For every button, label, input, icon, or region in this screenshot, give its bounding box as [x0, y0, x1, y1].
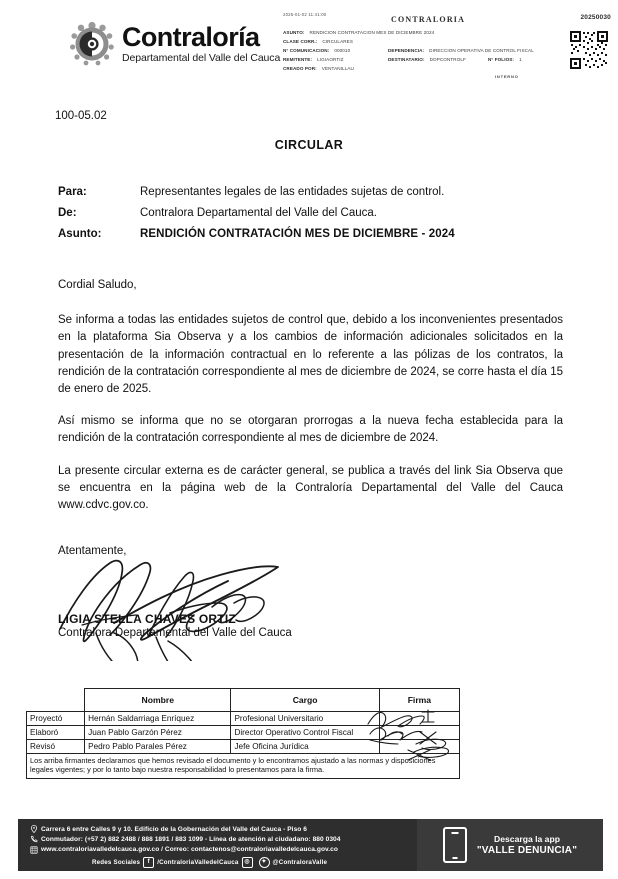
stamp-field-asunto-key: ASUNTO:	[283, 30, 305, 35]
stamp-field-clase-key: CLASE CORR.:	[283, 39, 318, 44]
meta-label-para: Para:	[58, 186, 87, 198]
document-code: 100-05.02	[55, 110, 107, 122]
stamp-field-destinatario-key: DESTINATARIO:	[388, 57, 425, 62]
document-header	[0, 0, 618, 92]
meta-value-asunto: RENDICIÓN CONTRATACIÓN MES DE DICIEMBRE - 2024	[140, 228, 455, 240]
stamp-field-folios-value: 1	[519, 57, 522, 62]
handwritten-signature-icon	[52, 541, 382, 661]
document-meta-block	[58, 186, 563, 249]
meta-row-de	[58, 207, 563, 219]
meta-row-para	[58, 186, 563, 198]
meta-row-asunto	[58, 228, 563, 240]
contraloria-gear-emblem-icon	[68, 20, 116, 68]
signers-table	[26, 688, 460, 754]
stamp-field-destinatario-value: DOPCONTROLF	[429, 57, 466, 62]
table-header-cargo: Cargo	[231, 689, 379, 712]
app-download-line2: "VALLE DENUNCIA"	[476, 845, 578, 856]
table-row	[27, 726, 460, 740]
globe-icon	[30, 846, 38, 854]
stamp-field-folios	[488, 57, 522, 62]
logo-title: Contraloría	[122, 22, 260, 53]
twitter-icon[interactable]: ✦	[259, 857, 270, 868]
stamp-field-comunicacion-key: N° COMUNICACION:	[283, 48, 330, 53]
stamp-field-dependencia	[388, 48, 534, 53]
stamp-field-creado	[283, 66, 354, 71]
row-firma-reviso	[379, 740, 459, 754]
body-paragraph-1: Se informa a todas las entidades sujetos de control que, debido a los inconvenientes presentados en la plataforma Sia Observa y a los cambios de información adicionales solicitados en la presentación de la información contractual en lo referente a las pólizas de los contratos, la rendición de la contratación correspondiente al mes de diciembre de 2024, se corre hasta el día 15 de enero de 2025.	[58, 314, 563, 396]
logo-subtitle: Departamental del Valle del Cauca	[122, 52, 281, 65]
signer-role: Contralora Departamental del Valle del Cauca	[58, 627, 292, 639]
table-header-blank	[27, 689, 85, 712]
stamp-field-remitente-key: REMITENTE:	[283, 57, 313, 62]
signature-block	[58, 545, 418, 639]
row-name-proyecto: Hernán Saldarriaga Enríquez	[85, 712, 231, 726]
footer-phones-line	[30, 835, 417, 843]
greeting-text: Cordial Saludo,	[58, 279, 137, 291]
footer-contact-block	[18, 819, 417, 871]
signer-name: LIGIA STELLA CHAVES ORTIZ	[58, 612, 236, 626]
stamp-field-asunto-value: RENDICION CONTRATACION MES DE DICIEMBRE 2024	[309, 30, 435, 35]
table-header-row	[27, 689, 460, 712]
mobile-phone-icon	[443, 827, 467, 863]
row-cargo-elaboro: Director Operativo Control Fiscal	[231, 726, 379, 740]
footer-address-text: Carrera 6 entre Calles 9 y 10. Edificio de la Gobernación del Valle del Cauca - Piso 6	[41, 825, 307, 833]
facebook-icon[interactable]: f	[143, 857, 154, 868]
stamp-field-remitente	[283, 57, 344, 62]
qr-code-icon	[569, 30, 609, 70]
footer-social-line	[30, 857, 417, 868]
instagram-icon[interactable]: ◎	[242, 857, 253, 868]
signers-table-wrap	[26, 688, 460, 779]
row-name-reviso: Pedro Pablo Parales Pérez	[85, 740, 231, 754]
table-row	[27, 740, 460, 754]
reception-stamp	[283, 12, 613, 84]
body-paragraph-2: Así mismo se informa que no se otorgaran prorrogas a la nueva fecha establecida para la rendición de la contratación correspondiente al mes de diciembre de 2024.	[58, 415, 563, 445]
stamp-field-creado-key: CREADO POR:	[283, 66, 317, 71]
table-row	[27, 712, 460, 726]
table-header-firma: Firma	[379, 689, 459, 712]
stamp-datetime: 2025-01-02 11:41:00	[283, 12, 327, 17]
meta-label-asunto: Asunto:	[58, 228, 102, 240]
row-cargo-proyecto: Profesional Universitario	[231, 712, 379, 726]
footer-facebook-handle[interactable]: /ContraloriaValledelCauca	[157, 858, 239, 866]
body-paragraph-3: La presente circular externa es de carácter general, se publica a través del link Sia Observa que se encuentra en la página web de la Contraloría Departamental del Valle del Cauca www.cdvc.gov.co.	[58, 464, 563, 512]
stamp-field-comunicacion	[283, 48, 350, 53]
stamp-field-asunto	[283, 30, 434, 35]
contraloria-logo	[68, 20, 280, 68]
row-label-proyecto: Proyectó	[27, 712, 85, 726]
document-body	[58, 277, 563, 529]
stamp-field-clase	[283, 39, 353, 44]
footer-web-line	[30, 846, 417, 854]
row-label-elaboro: Elaboró	[27, 726, 85, 740]
app-download-line1: Descarga la app	[494, 834, 560, 844]
stamp-field-clase-value: CIRCULARES	[322, 39, 354, 44]
stamp-field-destinatario	[388, 57, 466, 62]
app-download-panel[interactable]	[417, 819, 603, 871]
stamp-number: 20250030	[580, 14, 611, 21]
location-pin-icon	[30, 825, 38, 833]
footer-social-label: Redes Sociales	[92, 858, 141, 866]
meta-label-de: De:	[58, 207, 77, 219]
footer-social-handle[interactable]: @ContraloraValle	[272, 858, 328, 866]
page-title: CIRCULAR	[274, 138, 344, 152]
stamp-field-remitente-value: LIGIAORTIZ	[317, 57, 344, 62]
app-download-text	[477, 833, 577, 857]
closing-text: Atentamente,	[58, 545, 127, 557]
signers-disclaimer: Los arriba firmantes declaramos que hemos revisado el documento y lo encontramos ajustado a las normas y disposiciones legales vigentes; y por lo tanto bajo nuestra responsabilidad lo presentamos para la firma.	[26, 754, 460, 779]
footer-phones-text: Conmutador: (+57 2) 882 2488 / 888 1891 / 883 1099 - Línea de atención al ciudadano: 880 0304	[41, 835, 341, 843]
meta-value-de: Contralora Departamental del Valle del Cauca.	[140, 207, 377, 219]
meta-value-para: Representantes legales de las entidades sujetas de control.	[140, 186, 445, 198]
phone-icon	[30, 835, 38, 843]
stamp-field-comunicacion-value: 000010	[334, 48, 351, 53]
row-cargo-reviso: Jefe Oficina Jurídica	[231, 740, 379, 754]
stamp-title: CONTRALORIA	[391, 15, 466, 24]
stamp-field-creado-value: VENTANILLAU	[321, 66, 354, 71]
stamp-field-dependencia-value: DIRECCION OPERATIVA DE CONTROL FISCAL	[429, 48, 534, 53]
page-footer	[18, 819, 603, 871]
footer-address-line	[30, 825, 417, 833]
footer-web-text: www.contraloriavalledelcauca.gov.co / Correo: contactenos@contraloriavalledelcauca.gov.co	[41, 846, 338, 854]
stamp-field-dependencia-key: DEPENDENCIA:	[388, 48, 425, 53]
row-label-reviso: Revisó	[27, 740, 85, 754]
logo-wordmark	[122, 24, 280, 63]
stamp-interno-label: INTERNO	[495, 74, 519, 79]
table-header-nombre: Nombre	[85, 689, 231, 712]
row-firma-elaboro	[379, 726, 459, 740]
row-name-elaboro: Juan Pablo Garzón Pérez	[85, 726, 231, 740]
stamp-field-folios-key: N° FOLIOS:	[488, 57, 515, 62]
row-firma-proyecto	[379, 712, 459, 726]
